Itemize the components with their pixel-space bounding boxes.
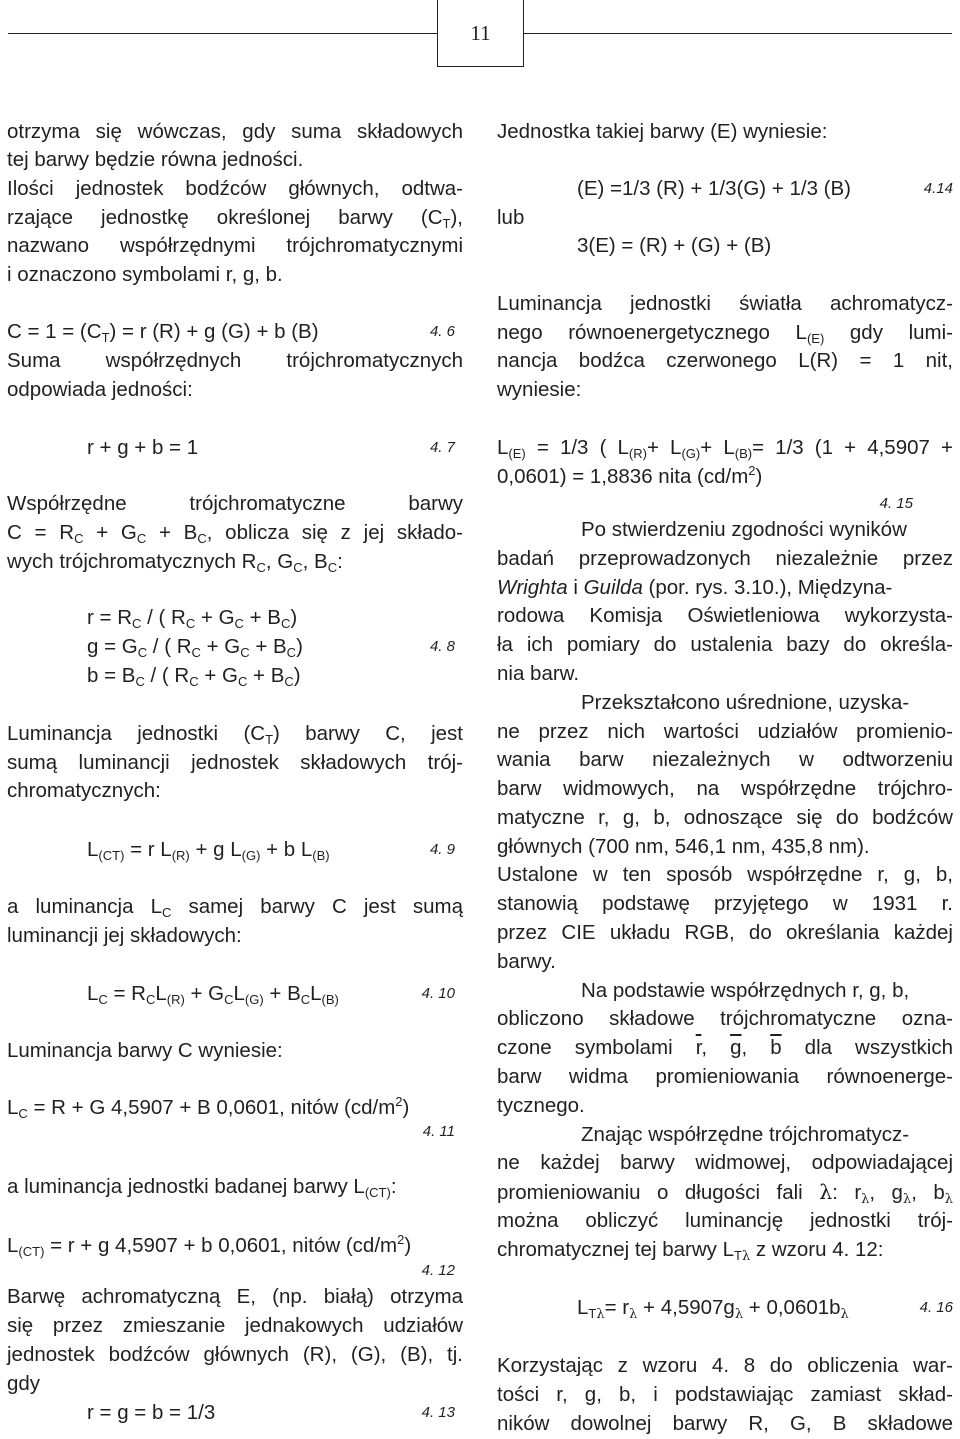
equation-4-8-g: $g = G_C$ / ( $R_C + G_C + B_C$) 4. 8: [87, 635, 455, 660]
text-line: ników dowolnej barwy R, G, B składowe: [497, 1412, 953, 1435]
equation-number: 4. 11: [422, 1123, 455, 1140]
text-line: głównych (700 nm, 546,1 nm, 435,8 nm).: [497, 835, 870, 858]
equation-4-13: r = g = b = 1/3 4. 13: [7, 1399, 463, 1427]
text-line: Ilości jednostek bodźców głównych, odtwa-: [7, 177, 463, 200]
text-line: ne każdej barwy widmowej, odpowiadającej: [497, 1151, 953, 1174]
text-line: Suma współrzędnych trójchromatycznych: [7, 349, 463, 372]
text-line: odpowiada jedności:: [7, 378, 193, 401]
text-line: wych trójchromatycznych $R_C$, $G_C$, $B_C$:: [7, 550, 343, 575]
text-line: Barwę achromatyczną E, (np. białą) otrzyma: [7, 1285, 463, 1308]
text-line: Współrzędne trójchromatyczne barwy: [7, 492, 463, 515]
equation-number: 4. 8: [429, 638, 455, 655]
equation-4-10: $L_C = R_CL_{(R)} + G_CL_{(G)} + B_CL_{(B)}$ 4. 10: [87, 982, 455, 1007]
text-line: $C = R_C + G_C + B_C$, oblicza się z jej składo-: [7, 521, 463, 546]
equation-number: 4. 15: [879, 495, 913, 512]
text-line: ne przez nich wartości udziałów promienio-: [497, 720, 953, 743]
text-line: a luminancja jednostki badanej barwy $L_{(CT)}$:: [7, 1175, 397, 1200]
text-line: można obliczyć luminancję jednostki trój-: [497, 1209, 953, 1232]
equation-number: 4. 13: [421, 1404, 455, 1421]
equation-number: 4. 9: [429, 841, 455, 858]
text-line: Luminancja jednostki $(C_T)$ barwy C, jest: [7, 722, 464, 747]
equation-number-row: [7, 1118, 463, 1138]
equation-number: 4. 16: [919, 1299, 953, 1316]
equation-4-12: $L_{(CT)} = r + g$ 4,5907 + b 0,0601, nitów $(cd/m^2)$: [7, 1232, 412, 1259]
text-line: badań przeprowadzonych niezależnie przez: [497, 547, 953, 570]
text-line: jednostek bodźców głównych (R), (G), (B), tj.: [7, 1343, 463, 1366]
text-line: Luminancja jednostki światła achromatycz-: [497, 292, 953, 315]
text-line: tycznego.: [497, 1094, 585, 1117]
equation-number: 4. 10: [421, 985, 455, 1002]
text-line: przez CIE układu RGB, do określania każdej: [497, 921, 953, 944]
text-line: Znając współrzędne trójchromatycz-: [581, 1123, 910, 1146]
text-line: Wrighta i Guilda (por. rys. 3.10.), Międzyna-: [497, 576, 893, 599]
text-line: barwy.: [497, 950, 556, 973]
text-line: matyczne r, g, b, odnoszące się do bodźców: [497, 806, 953, 829]
equation-number: 4.14: [923, 180, 953, 197]
text-line: nazwano współrzędnymi trójchromatycznymi: [7, 234, 463, 257]
equation-4-11: $L_C = R + G$ 4,5907 + B 0,0601, nitów $(cd/m^2)$: [7, 1094, 410, 1121]
text-line: rodowa Komisja Oświetleniowa wykorzysta-: [497, 604, 953, 627]
equation-number: 4. 7: [429, 439, 455, 456]
equation-4-6: $C = 1 = (C_T) = r$ (R) + g (G) + b (B) 4. 6: [7, 320, 455, 345]
equation-4-8-b: $b = B_C$ / ( $R_C + G_C + B_C$): [87, 664, 301, 689]
text-line: sumą luminancji jednostek składowych trój-: [7, 751, 463, 774]
equation-4-15-cont: 0,0601) = 1,8836 nita $(cd/m^2)$: [497, 463, 763, 488]
text-line: lub: [497, 206, 525, 229]
equation-4-8-r: $r = R_C$ / ( $R_C + G_C + B_C$): [87, 606, 298, 631]
equation-4-9: $L_{(CT)} = r$ $L_{(R)} + g$ $L_{(G)} + b$ $L_{(B)}$ 4. 9: [87, 838, 455, 863]
equation-4-14: (E) =1/3 (R) + 1/3(G) + 1/3 (B) 4.14: [497, 175, 953, 203]
text-line: Przekształcono uśrednione, uzyska-: [581, 691, 910, 714]
equation-4-15: $L_{(E)} = 1/3$ ( $L_{(R)}+ L_{(G)}+ L_{(B)}= 1/3$ (1 + 4,5907 +: [497, 436, 953, 461]
equation-4-7: r + g + b = 1 4. 7: [7, 434, 463, 462]
text-line: nego równoenergetycznego $L_{(E)}$ gdy lumi-: [497, 321, 953, 346]
text-line: chromatycznej tej barwy $L_{T\lambda}$ z wzoru 4. 12:: [497, 1238, 884, 1264]
text-line: a luminancja $L_C$ samej barwy C jest sumą: [7, 895, 463, 920]
text-line: wyniesie:: [497, 378, 582, 401]
equation-4-14b: 3(E) = (R) + (G) + (B): [577, 234, 772, 257]
text-line: wania barw niezależnych w odtworzeniu: [497, 748, 953, 771]
text-line: rzające jednostkę określonej barwy $(C_T)$,: [7, 206, 463, 231]
text-line: tej barwy będzie równa jedności.: [7, 148, 304, 171]
equation-number-row: [497, 490, 953, 510]
equation-number-row: [7, 1257, 463, 1277]
text-line: luminancji jej składowych:: [7, 924, 242, 947]
text-line: otrzyma się wówczas, gdy suma składowych: [7, 120, 463, 143]
text-line: nia barw.: [497, 662, 580, 685]
text-line: barw widma promieniowania równoenerge-: [497, 1065, 953, 1088]
text-line: się przez zmieszanie jednakowych udziałów: [7, 1314, 463, 1337]
text-line: nancja bodźca czerwonego L(R) = 1 nit,: [497, 349, 953, 372]
text-line: ła ich pomiary do ustalenia bazy do określa-: [497, 633, 953, 656]
text-line: czone symbolami $\overline{r}$, $\overline{g}$, $\overline{b}$ dla wszystkich: [497, 1036, 953, 1059]
equation-4-16: $L_{T\lambda}= r_\lambda + 4,5907g_\lambda + 0,0601b_\lambda$ 4. 16: [577, 1296, 953, 1322]
text-line: tości r, g, b, i podstawiając zamiast skład-: [497, 1383, 953, 1406]
text-line: Na podstawie współrzędnych r, g, b,: [581, 979, 910, 1002]
text-line: Ustalone w ten sposób współrzędne r, g, b,: [497, 863, 953, 886]
text-line: Jednostka takiej barwy (E) wyniesie:: [497, 120, 828, 143]
text-line: gdy: [7, 1372, 41, 1395]
text-line: Po stwierdzeniu zgodności wyników: [581, 518, 907, 541]
text-line: Korzystając z wzoru 4. 8 do obliczenia war-: [497, 1354, 953, 1377]
text-line: promieniowaniu o długości fali λ: $r_\lambda$, $g_\lambda$, $b_\lambda$: [497, 1180, 953, 1207]
page-number: 11: [437, 0, 524, 67]
text-line: chromatycznych:: [7, 779, 161, 802]
text-line: i oznaczono symbolami r, g, b.: [7, 263, 283, 286]
text-line: obliczono składowe trójchromatyczne ozna-: [497, 1007, 953, 1030]
equation-number: 4. 12: [421, 1262, 455, 1279]
text-line: stanowią podstawę przyjętego w 1931 r.: [497, 892, 953, 915]
text-line: Luminancja barwy C wyniesie:: [7, 1039, 283, 1062]
text-line: barw widmowych, na współrzędne trójchro-: [497, 777, 953, 800]
equation-number: 4. 6: [429, 323, 455, 340]
